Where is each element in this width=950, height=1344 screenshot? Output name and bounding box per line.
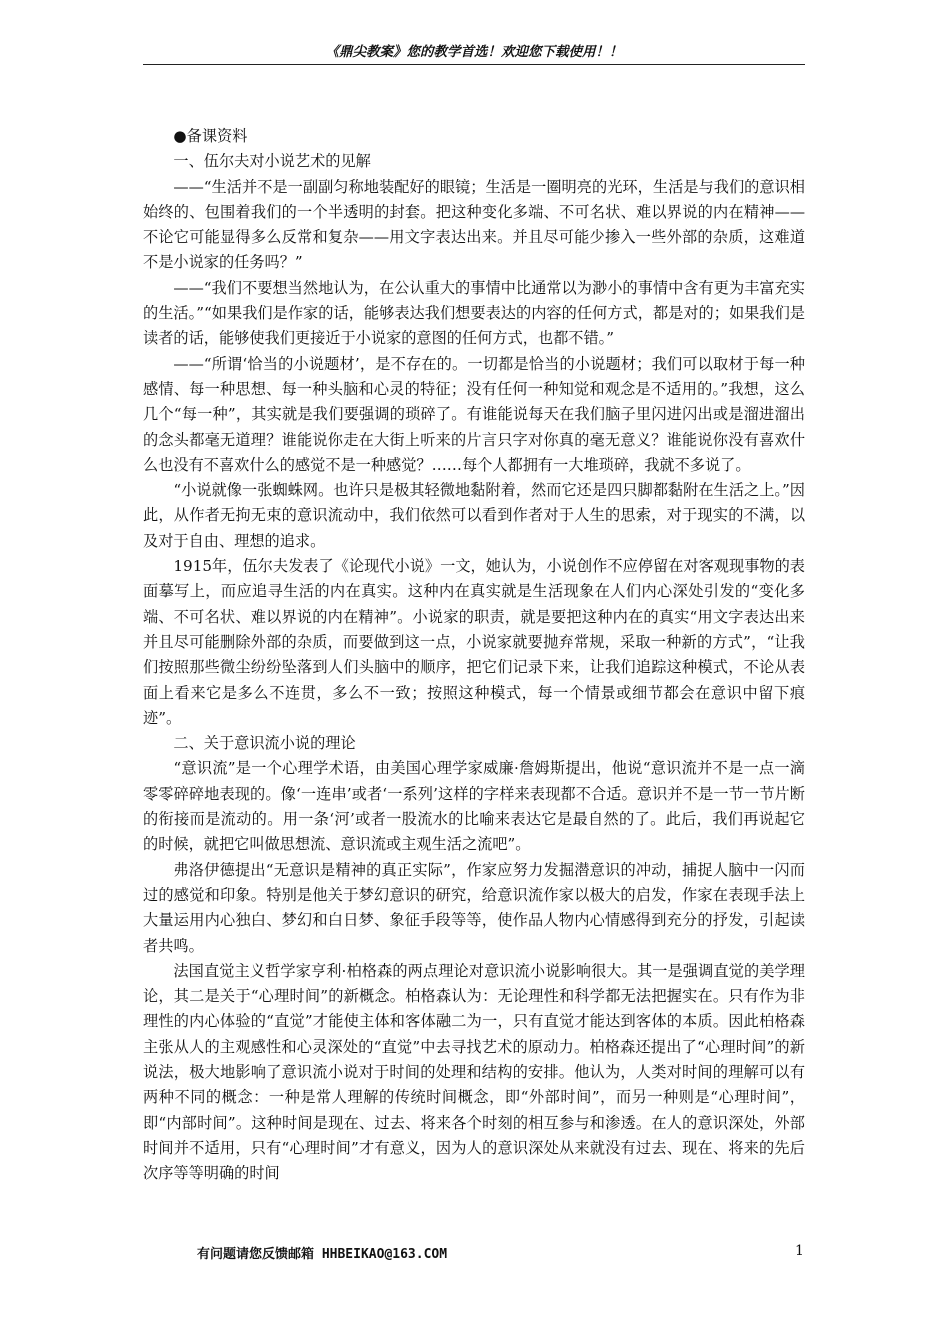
section-label: ●备课资料 <box>173 127 248 145</box>
paragraph: ——“生活并不是一副副匀称地装配好的眼镜；生活是一圈明亮的光环，生活是与我们的意识相始终的、包围着我们的一个半透明的封套。把这种变化多端、不可名状、难以界说的内在精神——不论它可能显得多么反常和复杂——用文字表达出来。并且尽可能少掺入一些外部的杂质，这难道不是小说家的任务吗？” <box>143 177 805 272</box>
document-body <box>143 124 805 1186</box>
paragraph: 弗洛伊德提出“无意识是精神的真正实际”，作家应努力发掘潜意识的冲动，捕捉人脑中一闪而过的感觉和印象。特别是他关于梦幻意识的研究，给意识流作家以极大的启发，作家在表现手法上大量运用内心独白、梦幻和白日梦、象征手段等等，使作品人物内心情感得到充分的抒发，引起读者共鸣。 <box>143 860 805 955</box>
paragraph: ——“所谓‘恰当的小说题材’，是不存在的。一切都是恰当的小说题材；我们可以取材于每一种感情、每一种思想、每一种头脑和心灵的特征；没有任何一种知觉和观念是不适用的。”我想，这么几个“每一种”，其实就是我们要强调的琐碎了。有谁能说每天在我们脑子里闪进闪出或是溜进溜出的念头都毫无道理？谁能说你走在大街上听来的片言只字对你真的毫无意义？谁能说你没有喜欢什么也没有不喜欢什么的感觉不是一种感觉？……每个人都拥有一大堆琐碎，我就不多说了。 <box>143 354 805 474</box>
paragraph: “小说就像一张蜘蛛网。也许只是极其轻微地黏附着，然而它还是四只脚都黏附在生活之上。”因此，从作者无拘无束的意识流动中，我们依然可以看到作者对于人生的思索，对于现实的不满，以及对于自由、理想的追求。 <box>143 481 805 550</box>
section-heading: 二、关于意识流小说的理论 <box>173 734 356 753</box>
section-heading: 一、伍尔夫对小说艺术的见解 <box>173 152 371 171</box>
paragraph: 法国直觉主义哲学家亨利·柏格森的两点理论对意识流小说影响很大。其一是强调直觉的美学理论，其二是关于“心理时间”的新概念。柏格森认为：无论理性和科学都无法把握实在。只有作为非理性的内心体验的“直觉”才能使主体和客体融二为一，只有直觉才能达到客体的本质。因此柏格森主张从人的主观感性和心灵深处的“直觉”中去寻找艺术的原动力。柏格森还提出了“心理时间”的新说法，极大地影响了意识流小说对于时间的处理和结构的安排。他认为，人类对时间的理解可以有两种不同的概念：一种是常人理解的传统时间概念，即“外部时间”，而另一种则是“心理时间”，即“内部时间”。这种时间是现在、过去、将来各个时刻的相互参与和渗透。在人的意识深处，外部时间并不适用，只有“心理时间”才有意义，因为人的意识深处从来就没有过去、现在、将来的先后次序等等明确的时间 <box>143 961 805 1183</box>
paragraph: “意识流”是一个心理学术语，由美国心理学家威廉·詹姆斯提出，他说“意识流并不是一点一滴零零碎碎地表现的。像‘一连串’或者‘一系列’这样的字样来表现都不合适。意识并不是一节一节片断的衔接而是流动的。用一条‘河’或者一股流水的比喻来表达它是最自然的了。此后，我们再说起它的时候，就把它叫做思想流、意识流或主观生活之流吧”。 <box>143 759 805 854</box>
footer-contact: 有问题请您反馈邮箱 HHBEIKAO@163.COM <box>197 1247 448 1262</box>
page-number: 1 <box>795 1243 804 1259</box>
page-header: 《鼎尖教案》您的教学首选！欢迎您下载使用！！ <box>325 44 623 60</box>
paragraph: 1915年，伍尔夫发表了《论现代小说》一文，她认为，小说创作不应停留在对客观现事物的表面摹写上，而应追寻生活的内在真实。这种内在真实就是生活现象在人们内心深处引发的“变化多端、不可名状、难以界说的内在精神”。小说家的职责，就是要把这种内在的真实“用文字表达出来并且尽可能删除外部的杂质，而要做到这一点，小说家就要抛弃常规，采取一种新的方式”，“让我们按照那些微尘纷纷坠落到人们头脑中的顺序，把它们记录下来，让我们追踪这种模式，不论从表面上看来它是多么不连贯，多么不一致；按照这种模式，每一个情景或细节都会在意识中留下痕迹”。 <box>143 557 805 727</box>
header-divider <box>143 64 805 65</box>
paragraph: ——“我们不要想当然地认为，在公认重大的事情中比通常以为渺小的事情中含有更为丰富充实的生活。”“如果我们是作家的话，能够表达我们想要表达的内容的任何方式，都是对的；如果我们是读者的话，能够使我们更接近于小说家的意图的任何方式，也都不错。” <box>143 278 805 348</box>
